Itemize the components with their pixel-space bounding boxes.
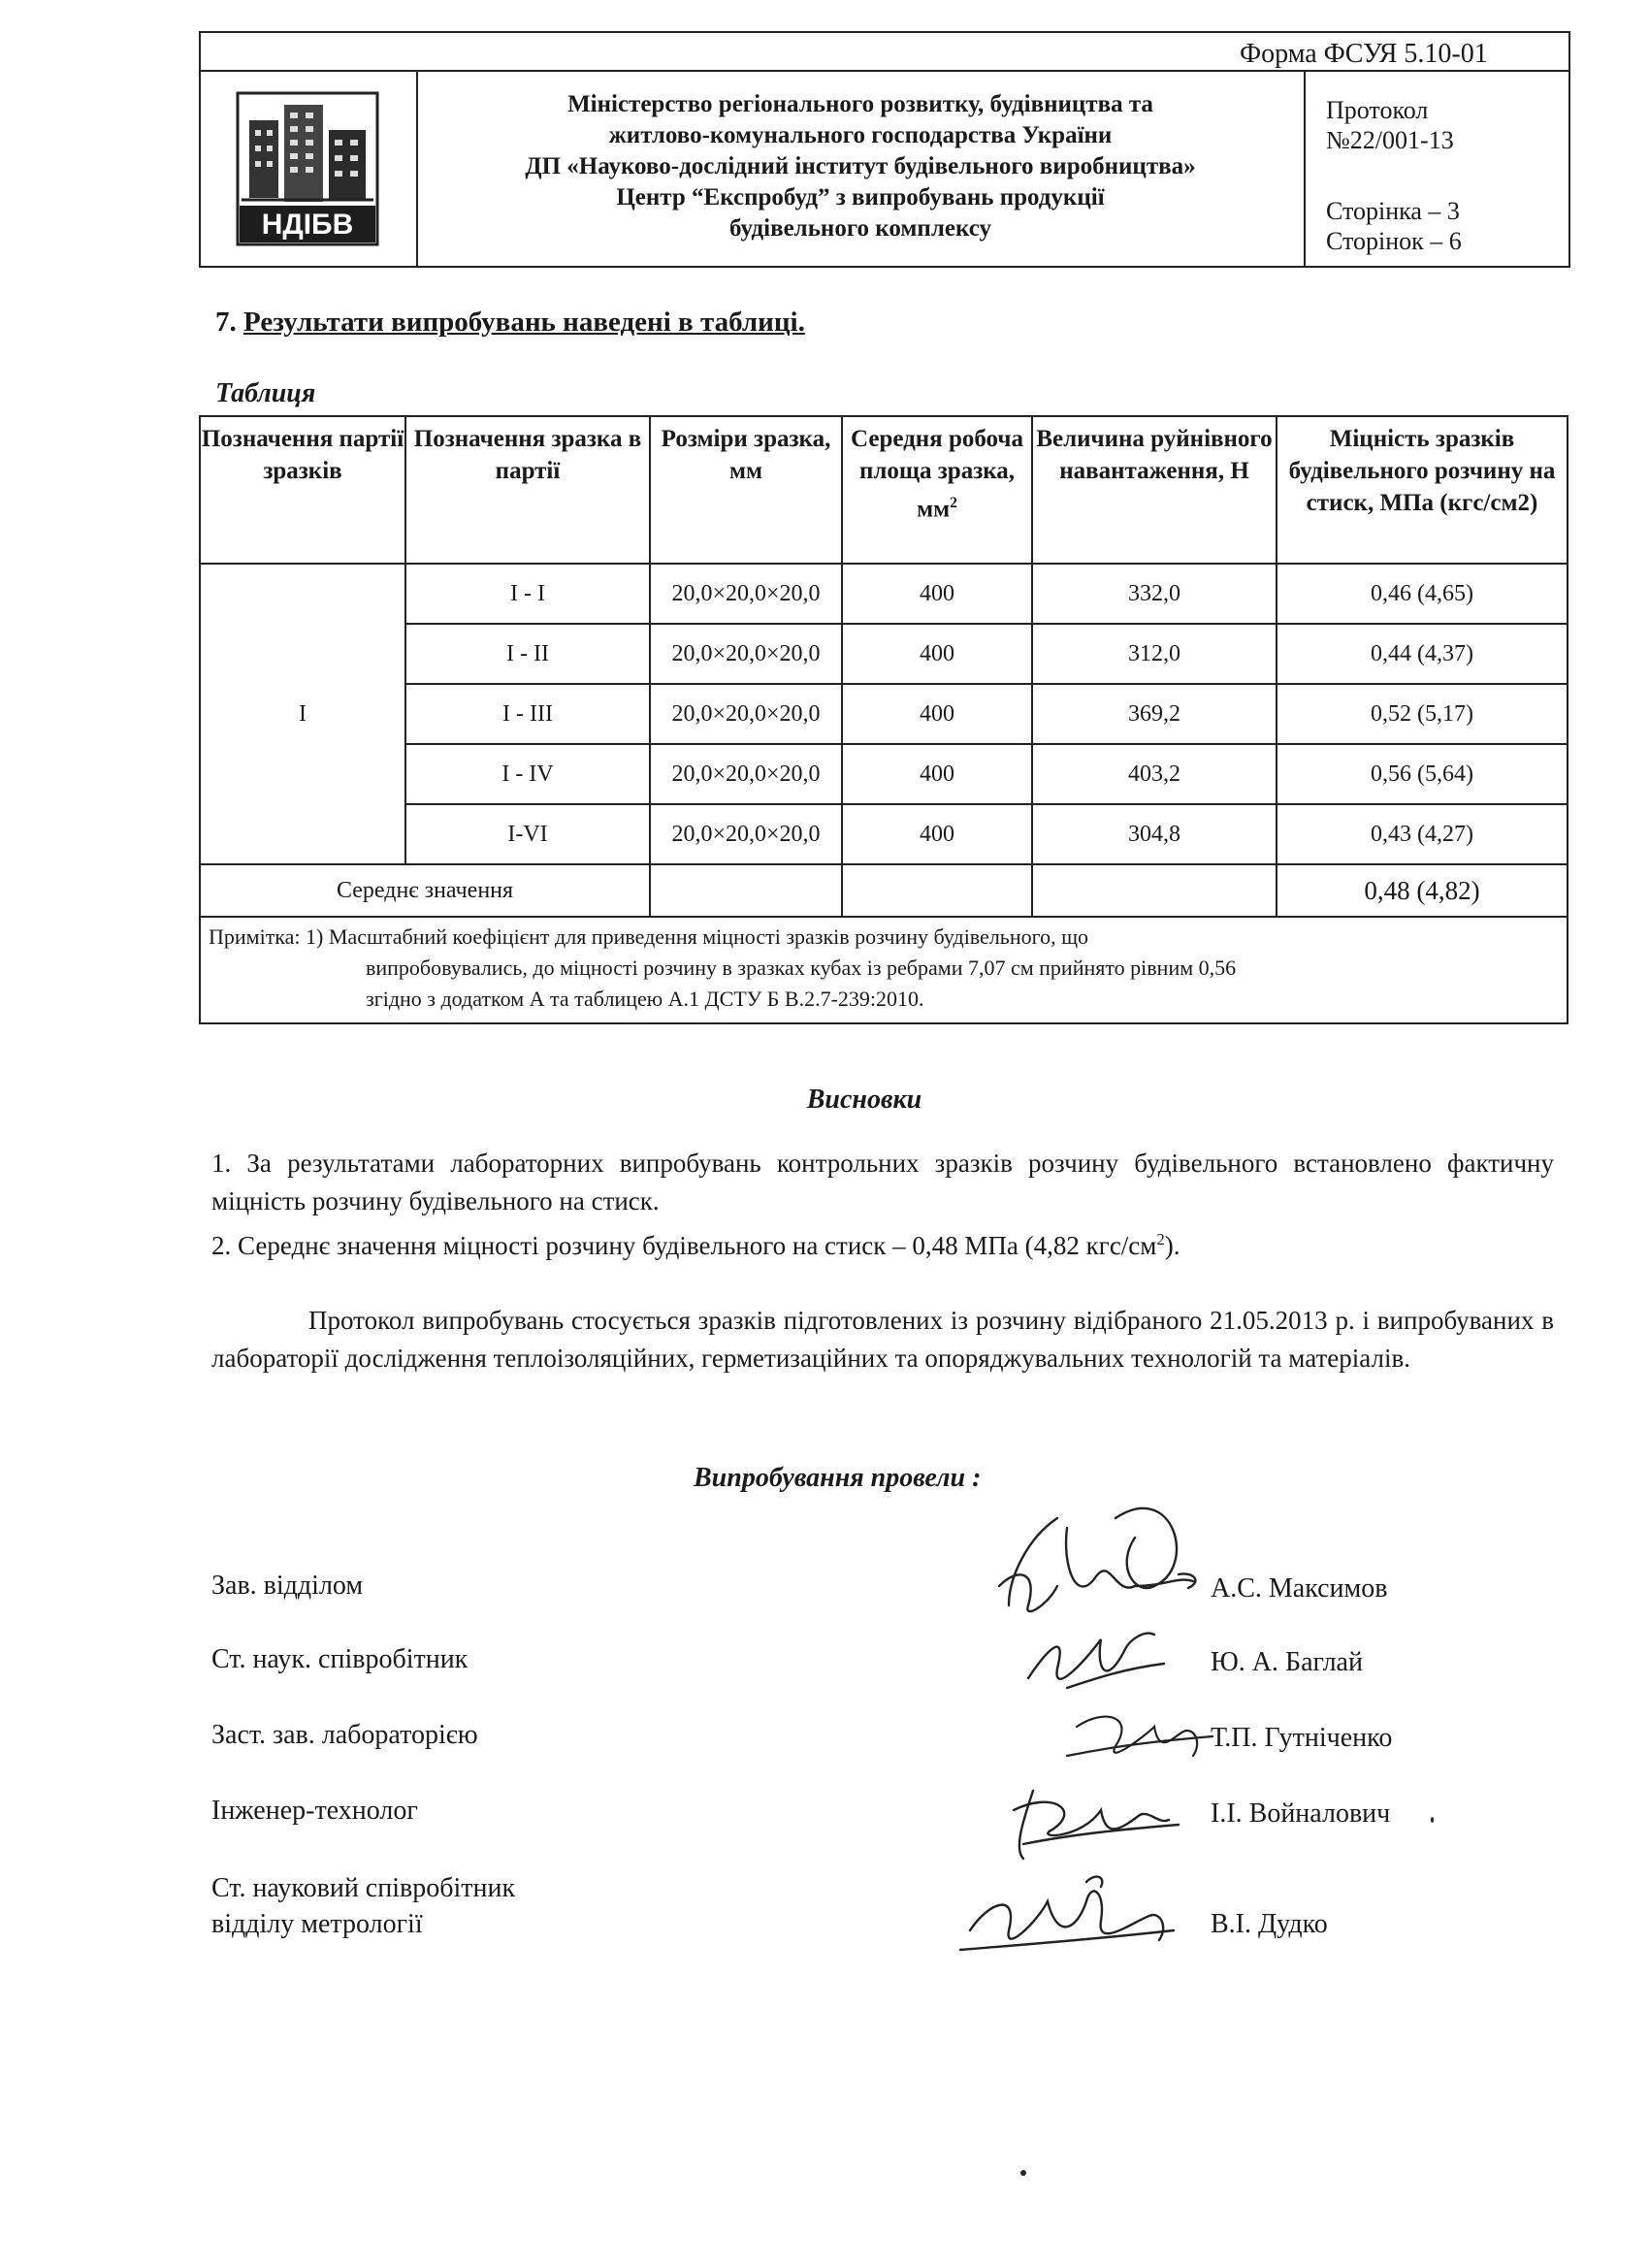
size-cell: 20,0×20,0×20,0 xyxy=(650,684,842,744)
size-cell: 20,0×20,0×20,0 xyxy=(650,744,842,804)
signature-dudko xyxy=(941,1863,1193,1979)
col-area: Середня робоча площа зразка, $мм^2$ xyxy=(842,416,1032,564)
document-header xyxy=(199,31,1570,268)
protocol-info xyxy=(1326,95,1559,256)
page-count: Сторінок – 6 xyxy=(1326,227,1462,255)
page-number: Сторінка – 3 xyxy=(1326,197,1460,225)
signer-name: А.С. Максимов xyxy=(1211,1573,1388,1604)
table-row xyxy=(200,624,1568,684)
size-cell: 20,0×20,0×20,0 xyxy=(650,804,842,864)
load-cell: 312,0 xyxy=(1032,624,1277,684)
area-cell: 400 xyxy=(842,564,1032,624)
protocol-note: Протокол випробувань стосується зразків підготовлених із розчину відібраного 21.05.2013 р. і випробуваних в лабораторії дослідження теплоізоляційних, герметизаційних та опоряджувальних технологій та матеріалів. xyxy=(211,1306,1554,1373)
institute-logo xyxy=(236,91,379,246)
sample-cell: I - IV xyxy=(405,744,650,804)
note-row xyxy=(200,917,1568,1023)
load-cell: 332,0 xyxy=(1032,564,1277,624)
sample-cell: I - II xyxy=(405,624,650,684)
signature-maksymov xyxy=(970,1460,1222,1630)
signer-name: В.І. Дудко xyxy=(1211,1909,1328,1939)
area-cell: 400 xyxy=(842,804,1032,864)
form-code: Форма ФСУЯ 5.10-01 xyxy=(1240,39,1488,69)
position-deputy-head-lab: Заст. зав. лабораторією xyxy=(211,1720,478,1750)
organization-name: Міністерство регіонального розвитку, будівництва та житлово-комунального господарства України ДП «Науково-дослідний інститут будівельного виробництва» Центр “Експробуд” з випробувань продукції будівельного комплексу xyxy=(525,91,1196,242)
mean-value: 0,48 (4,82) xyxy=(1277,864,1568,917)
col-batch: Позначення партії зразків xyxy=(200,416,405,564)
mean-row xyxy=(200,864,1568,917)
svg-text:НДІБВ: НДІБВ xyxy=(261,209,354,241)
load-cell: 304,8 xyxy=(1032,804,1277,864)
mean-label: Середнє значення xyxy=(200,864,650,917)
load-cell: 369,2 xyxy=(1032,684,1277,744)
table-note: Примітка: 1) Масштабний коефіцієнт для приведення міцності зразків розчину будівельного, що випробовувались, до міцності розчину в зразках кубах із ребрами 7,07 см прийнято рівним 0,56 згідно з додатком А та таблицею А.1 ДСТУ Б В.2.7-239:2010. xyxy=(200,917,1568,1023)
conclusion-item-2: 2. Середнє значення міцності розчину будівельного на стиск – 0,48 МПа (4,82 кгс/$см^2$). xyxy=(211,1230,1180,1260)
size-cell: 20,0×20,0×20,0 xyxy=(650,624,842,684)
area-cell: 400 xyxy=(842,684,1032,744)
strength-cell: 0,44 (4,37) xyxy=(1277,624,1568,684)
sample-cell: I-VI xyxy=(405,804,650,864)
position-engineer: Інженер-технолог xyxy=(211,1796,418,1826)
size-cell: 20,0×20,0×20,0 xyxy=(650,564,842,624)
sample-cell: I - III xyxy=(405,684,650,744)
table-row xyxy=(200,684,1568,744)
section-heading: 7. Результати випробувань наведені в таблиці. xyxy=(215,307,805,338)
position-metrology-researcher: Ст. науковий співробітник відділу метрології xyxy=(211,1873,516,1939)
strength-cell: 0,43 (4,27) xyxy=(1277,804,1568,864)
position-senior-researcher: Ст. наук. співробітник xyxy=(211,1644,469,1674)
signatures-title: Випробування провели : xyxy=(694,1463,982,1493)
protocol-number: №22/001-13 xyxy=(1326,126,1454,154)
area-cell: 400 xyxy=(842,744,1032,804)
signer-name: Т.П. Гутніченко xyxy=(1211,1723,1393,1753)
signature-baglai xyxy=(1009,1610,1203,1707)
scan-speck xyxy=(1431,1817,1434,1823)
sample-cell: I - I xyxy=(405,564,650,624)
signature-voinalovych xyxy=(994,1771,1198,1868)
conclusions-list xyxy=(211,1145,1554,1265)
conclusion-item-1: 1. За результатами лабораторних випробувань контрольних зразків розчину будівельного встановлено фактичну міцність розчину будівельного на стиск. xyxy=(211,1149,1554,1215)
col-size: Розміри зразка, мм xyxy=(650,416,842,564)
results-table xyxy=(199,415,1568,1024)
load-cell: 403,2 xyxy=(1032,744,1277,804)
scan-speck xyxy=(1020,2170,1026,2176)
table-row xyxy=(200,564,1568,624)
table-row xyxy=(200,804,1568,864)
col-sample: Позначення зразка в партії xyxy=(405,416,650,564)
batch-cell: I xyxy=(200,564,405,864)
table-caption: Таблиця xyxy=(215,378,316,408)
table-header-row xyxy=(200,416,1568,564)
strength-cell: 0,52 (5,17) xyxy=(1277,684,1568,744)
signer-name: І.І. Войналович xyxy=(1211,1798,1391,1829)
strength-cell: 0,46 (4,65) xyxy=(1277,564,1568,624)
col-load: Величина руйнівного навантаження, Н xyxy=(1032,416,1277,564)
protocol-label: Протокол xyxy=(1326,96,1429,124)
col-strength: Міцність зразків будівельного розчину на стиск, МПа (кгс/см2) xyxy=(1277,416,1568,564)
area-cell: 400 xyxy=(842,624,1032,684)
conclusions-title: Висновки xyxy=(806,1085,922,1115)
strength-cell: 0,56 (5,64) xyxy=(1277,744,1568,804)
signer-name: Ю. А. Баглай xyxy=(1211,1647,1363,1677)
table-row xyxy=(200,744,1568,804)
position-head-dept: Зав. відділом xyxy=(211,1571,364,1601)
